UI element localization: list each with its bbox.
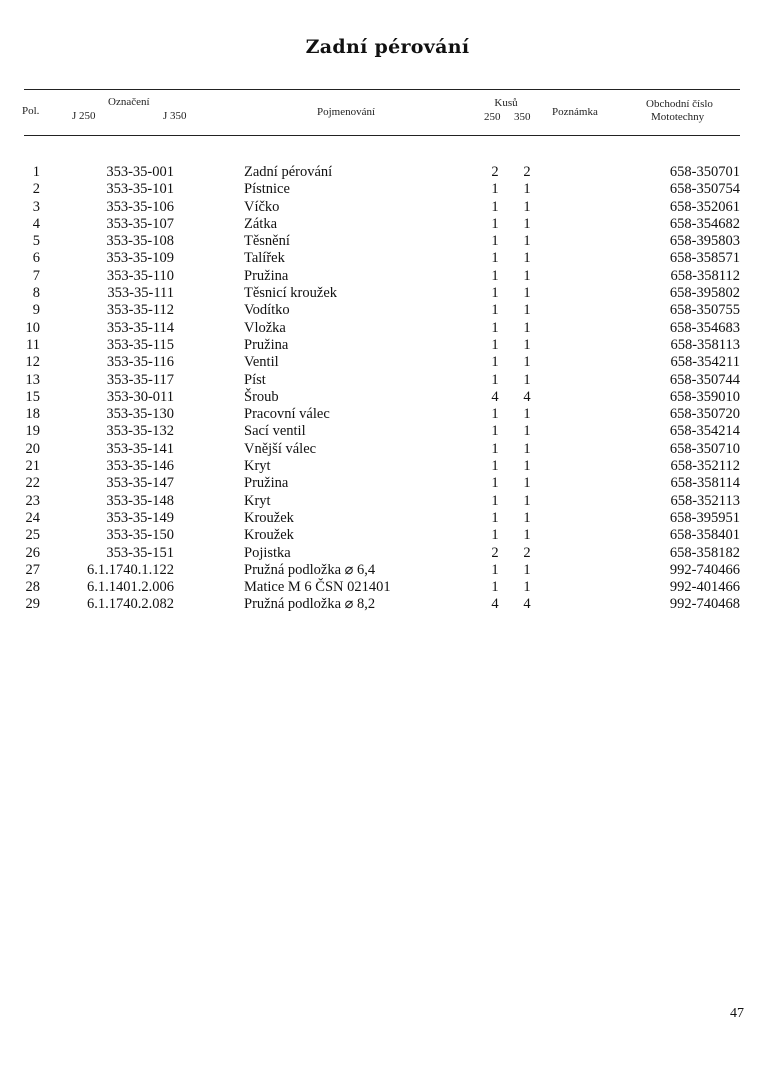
row-kusu-350: 4 [523,388,531,405]
row-kusu-250: 1 [491,233,499,250]
row-nazev: Pružina [244,267,289,284]
row-kusu-350: 1 [523,561,531,578]
row-nazev: Pružina [244,336,289,353]
row-kusu-350: 1 [523,423,531,440]
row-kusu-250: 1 [491,302,499,319]
row-oznaceni: 353-35-001 [106,164,174,180]
row-obchodni-cislo: 992-401466 [669,579,740,596]
row-obchodni-cislo: 992-740468 [669,596,740,613]
table-row [0,545,775,562]
table-row [0,164,775,181]
row-pol: 11 [26,336,40,353]
row-nazev: Zátka [244,215,278,232]
table-row [0,268,775,285]
row-pol: 12 [25,354,40,371]
row-kusu-350: 1 [523,319,531,336]
table-row [0,372,775,389]
row-pol: 15 [25,388,40,405]
row-kusu-350: 1 [523,215,531,232]
row-obchodni-cislo: 658-354214 [669,423,740,440]
row-oznaceni: 353-35-114 [106,319,174,336]
parts-table [0,164,775,614]
row-kusu-350: 1 [523,406,531,423]
row-nazev: Těsnění [244,233,290,250]
row-pol: 22 [25,475,40,492]
row-oznaceni: 6.1.1740.2.082 [87,596,174,613]
row-nazev: Kryt [244,492,271,509]
row-kusu-250: 1 [491,181,499,198]
row-oznaceni: 353-35-116 [106,354,174,371]
row-nazev: Ventil [244,354,279,371]
row-kusu-250: 1 [491,440,499,457]
row-nazev: Těsnicí kroužek [244,285,338,302]
table-row [0,458,775,475]
row-obchodni-cislo: 658-350755 [669,302,740,319]
row-oznaceni: 353-30-011 [106,388,174,405]
row-kusu-250: 1 [491,475,499,492]
row-obchodni-cislo: 658-358114 [670,475,740,492]
row-nazev: Talířek [244,250,285,267]
row-obchodni-cislo: 658-350701 [669,164,740,180]
row-pol: 8 [32,285,40,302]
row-nazev: Píst [244,371,266,388]
table-row [0,337,775,354]
row-oznaceni: 353-35-147 [106,475,174,492]
row-oznaceni: 353-35-108 [106,233,174,250]
row-nazev: Pružná podložka ⌀ 6,4 [244,561,376,578]
row-nazev: Víčko [244,198,280,215]
row-obchodni-cislo: 658-350744 [669,371,740,388]
row-kusu-350: 4 [523,596,531,613]
row-oznaceni: 353-35-151 [106,544,174,561]
row-nazev: Vodítko [244,302,290,319]
row-pol: 19 [25,423,40,440]
row-nazev: Vnější válec [244,440,317,457]
row-nazev: Matice M 6 ČSN 021401 [244,579,391,596]
row-obchodni-cislo: 658-354682 [669,215,740,232]
table-row [0,510,775,527]
row-kusu-250: 1 [491,371,499,388]
row-nazev: Kroužek [244,527,294,544]
row-nazev: Pracovní válec [244,406,330,423]
row-kusu-350: 1 [523,285,531,302]
table-row [0,579,775,596]
header-kusu-250: 250 [484,111,501,123]
row-pol: 3 [32,198,40,215]
row-obchodni-cislo: 658-359010 [669,388,740,405]
row-obchodni-cislo: 658-395951 [669,509,740,526]
row-nazev: Šroub [244,388,279,405]
row-pol: 24 [25,509,40,526]
row-obchodni-cislo: 658-354211 [670,354,740,371]
table-row [0,354,775,371]
row-kusu-350: 1 [523,354,531,371]
table-row [0,562,775,579]
table-row [0,441,775,458]
row-kusu-350: 1 [523,250,531,267]
header-mototechny: Mototechny [651,111,705,123]
row-obchodni-cislo: 658-395802 [669,285,740,302]
row-kusu-250: 1 [491,561,499,578]
row-oznaceni: 353-35-107 [106,215,174,232]
row-pol: 25 [25,527,40,544]
row-kusu-350: 1 [523,233,531,250]
row-kusu-250: 2 [491,164,499,180]
row-kusu-250: 4 [491,388,499,405]
row-oznaceni: 353-35-109 [106,250,174,267]
row-nazev: Sací ventil [244,423,306,440]
row-kusu-250: 1 [491,492,499,509]
row-kusu-250: 1 [491,509,499,526]
row-pol: 2 [32,181,40,198]
row-kusu-250: 1 [491,579,499,596]
row-kusu-250: 1 [491,336,499,353]
row-nazev: Pojistka [244,544,291,561]
row-pol: 29 [25,596,40,613]
row-oznaceni: 353-35-141 [106,440,174,457]
table-row [0,493,775,510]
row-oznaceni: 353-35-146 [106,458,174,475]
header-oznaceni: Označení [108,96,150,108]
row-oznaceni: 353-35-130 [106,406,174,423]
row-nazev: Pružina [244,475,289,492]
row-obchodni-cislo: 658-358113 [670,336,740,353]
row-oznaceni: 353-35-110 [106,267,174,284]
row-kusu-250: 1 [491,198,499,215]
row-kusu-350: 1 [523,371,531,388]
row-oznaceni: 353-35-106 [106,198,174,215]
row-oznaceni: 353-35-148 [106,492,174,509]
table-row [0,199,775,216]
table-row [0,285,775,302]
row-kusu-250: 1 [491,285,499,302]
row-obchodni-cislo: 658-352113 [670,492,740,509]
row-kusu-250: 4 [491,596,499,613]
row-kusu-350: 2 [523,164,531,180]
row-pol: 5 [32,233,40,250]
row-obchodni-cislo: 992-740466 [669,561,740,578]
table-row [0,406,775,423]
table-row [0,216,775,233]
row-pol: 21 [25,458,40,475]
row-pol: 27 [25,561,40,578]
row-pol: 6 [32,250,40,267]
table-row [0,527,775,544]
row-pol: 9 [32,302,40,319]
row-kusu-250: 1 [491,319,499,336]
row-obchodni-cislo: 658-358182 [669,544,740,561]
row-kusu-350: 1 [523,527,531,544]
row-kusu-350: 1 [523,336,531,353]
row-kusu-250: 1 [491,354,499,371]
row-pol: 13 [25,371,40,388]
row-kusu-250: 2 [491,544,499,561]
row-oznaceni: 353-35-111 [107,285,174,302]
header-j350: J 350 [163,110,187,122]
page-title: Zadní pérování [305,36,470,58]
table-row [0,475,775,492]
row-nazev: Pružná podložka ⌀ 8,2 [244,596,376,613]
table-row [0,233,775,250]
header-obchodni-cislo: Obchodní číslo [646,98,713,110]
table-row [0,389,775,406]
row-pol: 10 [25,319,40,336]
table-row [0,302,775,319]
header-j250: J 250 [72,110,96,122]
row-nazev: Zadní pérování [244,164,333,180]
row-kusu-350: 1 [523,302,531,319]
row-oznaceni: 353-35-117 [106,371,174,388]
row-oznaceni: 353-35-149 [106,509,174,526]
row-oznaceni: 353-35-150 [106,527,174,544]
row-obchodni-cislo: 658-352112 [670,458,740,475]
row-obchodni-cislo: 658-350710 [669,440,740,457]
row-oznaceni: 353-35-115 [106,336,174,353]
row-kusu-350: 1 [523,579,531,596]
row-oznaceni: 6.1.1401.2.006 [87,579,174,596]
row-obchodni-cislo: 658-350720 [669,406,740,423]
row-pol: 18 [25,406,40,423]
row-kusu-350: 1 [523,458,531,475]
table-row [0,596,775,613]
header-pol: Pol. [22,105,40,117]
row-kusu-250: 1 [491,267,499,284]
table-row [0,423,775,440]
row-obchodni-cislo: 658-350754 [669,181,740,198]
row-kusu-350: 1 [523,509,531,526]
row-obchodni-cislo: 658-354683 [669,319,740,336]
row-pol: 26 [25,544,40,561]
header-top-rule [24,89,740,90]
row-kusu-250: 1 [491,423,499,440]
table-row [0,181,775,198]
page-number: 47 [730,1006,744,1021]
row-pol: 23 [25,492,40,509]
table-row [0,320,775,337]
row-kusu-350: 1 [523,198,531,215]
row-oznaceni: 6.1.1740.1.122 [87,561,174,578]
row-obchodni-cislo: 658-395803 [669,233,740,250]
row-obchodni-cislo: 658-358571 [669,250,740,267]
row-obchodni-cislo: 658-352061 [669,198,740,215]
row-nazev: Kroužek [244,509,294,526]
row-kusu-250: 1 [491,527,499,544]
row-pol: 4 [32,215,40,232]
row-pol: 28 [25,579,40,596]
table-row [0,250,775,267]
row-oznaceni: 353-35-132 [106,423,174,440]
row-kusu-350: 2 [523,544,531,561]
row-kusu-350: 1 [523,440,531,457]
header-kusu: Kusů [494,97,518,109]
row-kusu-350: 1 [523,267,531,284]
row-pol: 20 [25,440,40,457]
row-kusu-250: 1 [491,458,499,475]
row-pol: 1 [32,164,40,180]
row-kusu-250: 1 [491,406,499,423]
row-oznaceni: 353-35-112 [106,302,174,319]
header-poznamka: Poznámka [552,106,598,118]
row-nazev: Vložka [244,319,286,336]
row-obchodni-cislo: 658-358401 [669,527,740,544]
row-obchodni-cislo: 658-358112 [670,267,740,284]
row-kusu-250: 1 [491,215,499,232]
header-kusu-350: 350 [514,111,531,123]
header-pojmenovani: Pojmenování [317,106,376,118]
row-nazev: Pístnice [244,181,290,198]
row-kusu-250: 1 [491,250,499,267]
row-kusu-350: 1 [523,492,531,509]
row-kusu-350: 1 [523,475,531,492]
header-bottom-rule [24,135,740,136]
row-pol: 7 [32,267,40,284]
row-nazev: Kryt [244,458,271,475]
row-oznaceni: 353-35-101 [106,181,174,198]
row-kusu-350: 1 [523,181,531,198]
